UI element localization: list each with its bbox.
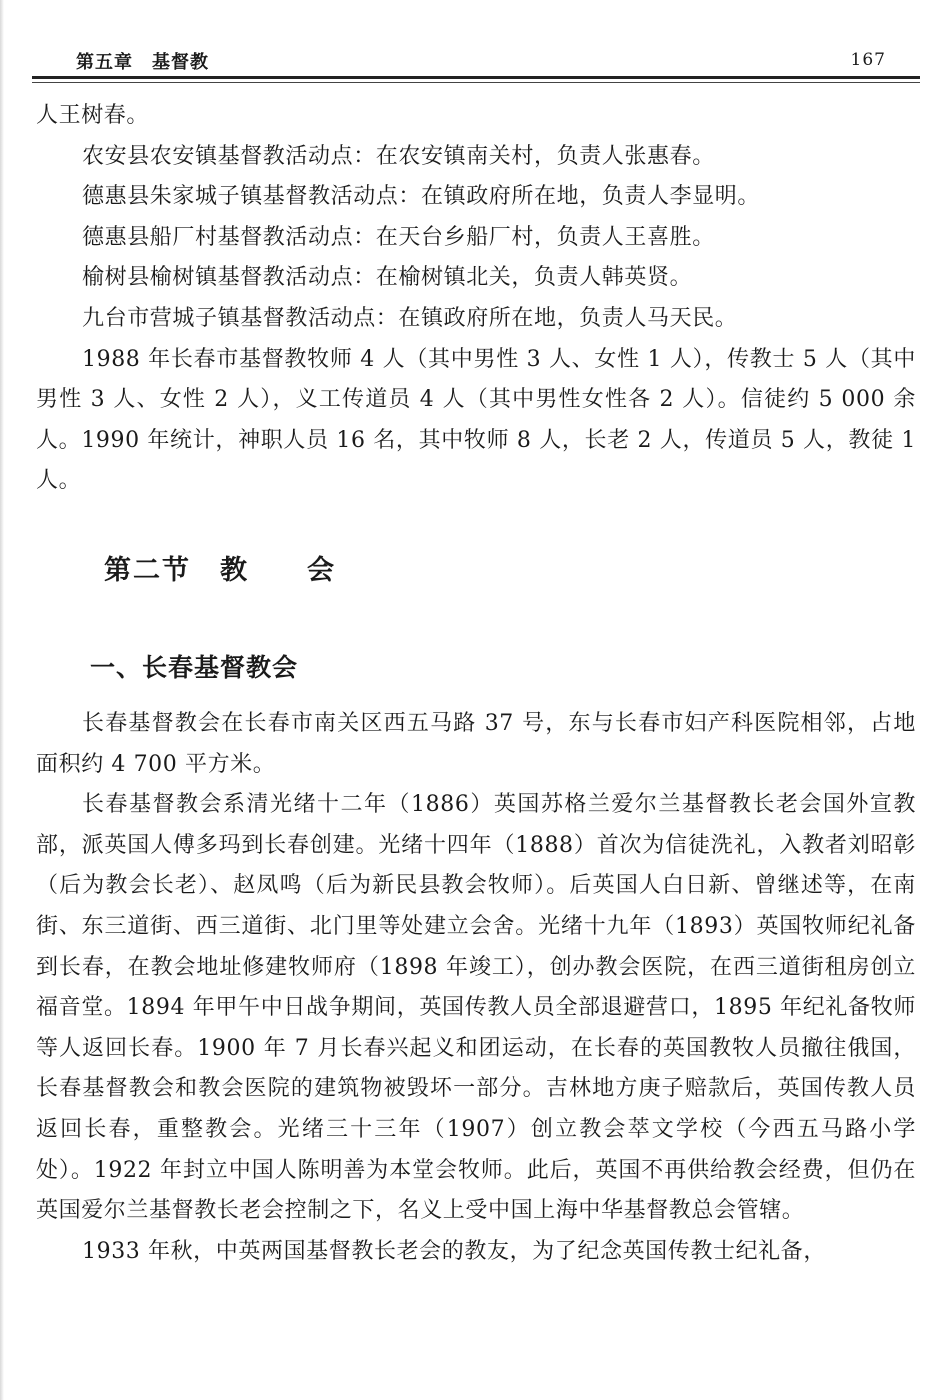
running-header xyxy=(32,42,920,76)
paragraph: 1933 年秋，中英两国基督教长老会的教友，为了纪念英国传教士纪礼备， xyxy=(82,1238,826,1264)
paragraph: 榆树县榆树镇基督教活动点：在榆树镇北关，负责人韩英贤。 xyxy=(82,265,693,291)
section-title: 第二节 教 会 xyxy=(104,555,336,586)
text-block-1 xyxy=(36,96,916,502)
header-rule-thin xyxy=(32,82,920,83)
paragraph: 德惠县朱家城子镇基督教活动点：在镇政府所在地，负责人李显明。 xyxy=(82,184,761,210)
chapter-title: 第五章 基督教 xyxy=(76,52,209,73)
paragraph: 人王树春。 xyxy=(36,103,150,128)
subsection-title: 一、长春基督教会 xyxy=(90,653,299,682)
scan-edge-shadow xyxy=(0,0,4,1400)
header-rule-thick xyxy=(32,76,920,79)
text-block-2 xyxy=(36,704,916,1272)
page-number: 167 xyxy=(850,50,886,70)
paragraph: 德惠县船厂村基督教活动点：在天台乡船厂村，负责人王喜胜。 xyxy=(82,224,715,250)
paragraph: 九台市营城子镇基督教活动点：在镇政府所在地，负责人马天民。 xyxy=(82,305,738,331)
paragraph: 1988 年长春市基督教牧师 4 人（其中男性 3 人、女性 1 人），传教士 5 人（其中男性 3 人、女性 2 人），义工传道员 4 人（其中男性女性各 2 人）。信徒约 5 000 余人。1990 年统计，神职人员 16 名，其中牧师 8 人，长老 2 人，传道员 5 人，教徒 1 人。 xyxy=(36,346,916,494)
paragraph: 农安县农安镇基督教活动点：在农安镇南关村，负责人张惠春。 xyxy=(82,143,715,169)
paragraph: 长春基督教会系清光绪十二年（1886）英国苏格兰爱尔兰基督教长老会国外宣教部，派英国人傅多玛到长春创建。光绪十四年（1888）首次为信徒洗礼，入教者刘昭彰（后为教会长老）、赵凤鸣（后为新民县教会牧师）。后英国人白日新、曾继述等，在南街、东三道街、西三道街、北门里等处建立会舍。光绪十九年（1893）英国牧师纪礼备到长春，在教会地址修建牧师府（1898 年竣工），创办教会医院，在西三道街租房创立福音堂。1894 年甲午中日战争期间，英国传教人员全部退避营口，1895 年纪礼备牧师等人返回长春。1900 年 7 月长春兴起义和团运动，在长春的英国教牧人员撤往俄国，长春基督教会和教会医院的建筑物被毁坏一部分。吉林地方庚子赔款后，英国传教人员返回长春，重整教会。光绪三十三年（1907）创立教会萃文学校（今西五马路小学处）。1922 年封立中国人陈明善为本堂会牧师。此后，英国不再供给教会经费，但仍在英国爱尔兰基督教长老会控制之下，名义上受中国上海中华基督教总会管辖。 xyxy=(36,792,916,1224)
paragraph: 长春基督教会在长春市南关区西五马路 37 号，东与长春市妇产科医院相邻，占地面积约 4 700 平方米。 xyxy=(36,711,916,777)
